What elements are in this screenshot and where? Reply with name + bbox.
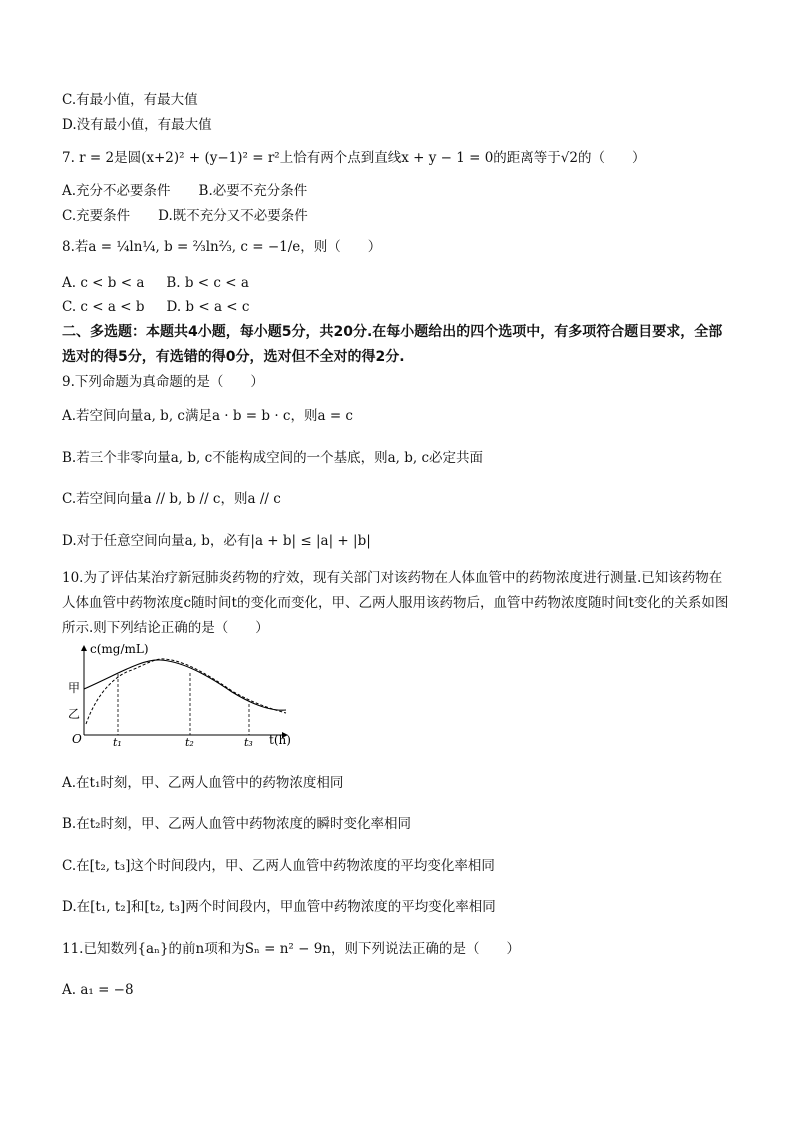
origin-label: O	[72, 732, 82, 746]
q10-concentration-figure	[60, 640, 300, 750]
q11-option-a: A. a₁ = −8	[62, 982, 134, 998]
q8-options-ab	[62, 274, 249, 292]
curve-jia	[84, 660, 286, 710]
y-axis-arrow	[81, 645, 87, 651]
q8-option-a: A. c < b < a	[62, 275, 145, 291]
q11-stem: 11.已知数列{aₙ}的前n项和为Sₙ = n² − 9n，则下列说法正确的是（ ）	[62, 941, 520, 957]
q8-option-c: C. c < a < b	[62, 299, 145, 315]
q7-options-ab	[62, 182, 307, 200]
q10-option-b: B.在t₂时刻，甲、乙两人血管中药物浓度的瞬时变化率相同	[62, 816, 412, 832]
y-axis-label: c(mg/mL)	[90, 642, 149, 656]
q8-option-d: D. b < a < c	[166, 299, 250, 315]
tick-t1: t₁	[113, 736, 122, 749]
tick-t2: t₂	[185, 736, 194, 749]
q9-option-c: C.若空间向量a // b, b // c，则a // c	[62, 491, 281, 507]
tick-t3: t₃	[244, 736, 253, 749]
q8-options-cd	[62, 298, 249, 316]
q8-option-b: B. b < c < a	[166, 275, 249, 291]
q7-stem: 7. r = 2是圆(x+2)² + (y−1)² = r²上恰有两个点到直线x + y − 1 = 0的距离等于√2的（ ）	[62, 150, 646, 166]
q10-option-a: A.在t₁时刻，甲、乙两人血管中的药物浓度相同	[62, 775, 344, 791]
q6-option-c: C.有最小值，有最大值	[62, 92, 198, 108]
q6-option-d: D.没有最小值，有最大值	[62, 117, 212, 133]
q8-stem: 8.若a = ¼ln¼, b = ⅔ln⅔, c = −1/e，则（ ）	[62, 239, 382, 255]
q10-option-d: D.在[t₁, t₂]和[t₂, t₃]两个时间段内，甲血管中药物浓度的平均变化率相同	[62, 899, 496, 915]
q7-option-b: B.必要不充分条件	[198, 183, 308, 199]
q7-option-a: A.充分不必要条件	[62, 183, 171, 199]
q10-option-c: C.在[t₂, t₃]这个时间段内，甲、乙两人血管中药物浓度的平均变化率相同	[62, 858, 495, 874]
q9-option-b: B.若三个非零向量a, b, c不能构成空间的一个基底，则a, b, c必定共面	[62, 450, 484, 466]
q9-stem: 9.下列命题为真命题的是（ ）	[62, 374, 264, 390]
q9-option-a: A.若空间向量a, b, c满足a · b = b · c，则a = c	[62, 408, 353, 424]
curve-yi	[86, 659, 286, 724]
q9-option-d: D.对于任意空间向量a, b，必有|a + b| ≤ |a| + |b|	[62, 533, 371, 549]
q7-option-c: C.充要条件	[62, 208, 131, 224]
section-heading-multiple-choice: 二、多选题：本题共4小题，每小题5分，共20分.在每小题给出的四个选项中，有多项符合题目要求，全部选对的得5分，有选错的得0分，选对但不全对的得2分.	[62, 324, 723, 365]
label-yi: 乙	[68, 707, 81, 721]
q7-options-cd	[62, 207, 308, 225]
x-axis-label: t(h)	[269, 733, 291, 747]
q10-stem: 10.为了评估某治疗新冠肺炎药物的疗效，现有关部门对该药物在人体血管中的药物浓度进行测量.已知该药物在人体血管中药物浓度c随时间t的变化而变化，甲、乙两人服用该药物后，血管中药物浓度随时间t变化的关系如图所示.则下列结论正确的是（ ）	[62, 570, 729, 636]
label-jia: 甲	[68, 681, 81, 695]
q7-option-d: D.既不充分又不必要条件	[158, 208, 308, 224]
